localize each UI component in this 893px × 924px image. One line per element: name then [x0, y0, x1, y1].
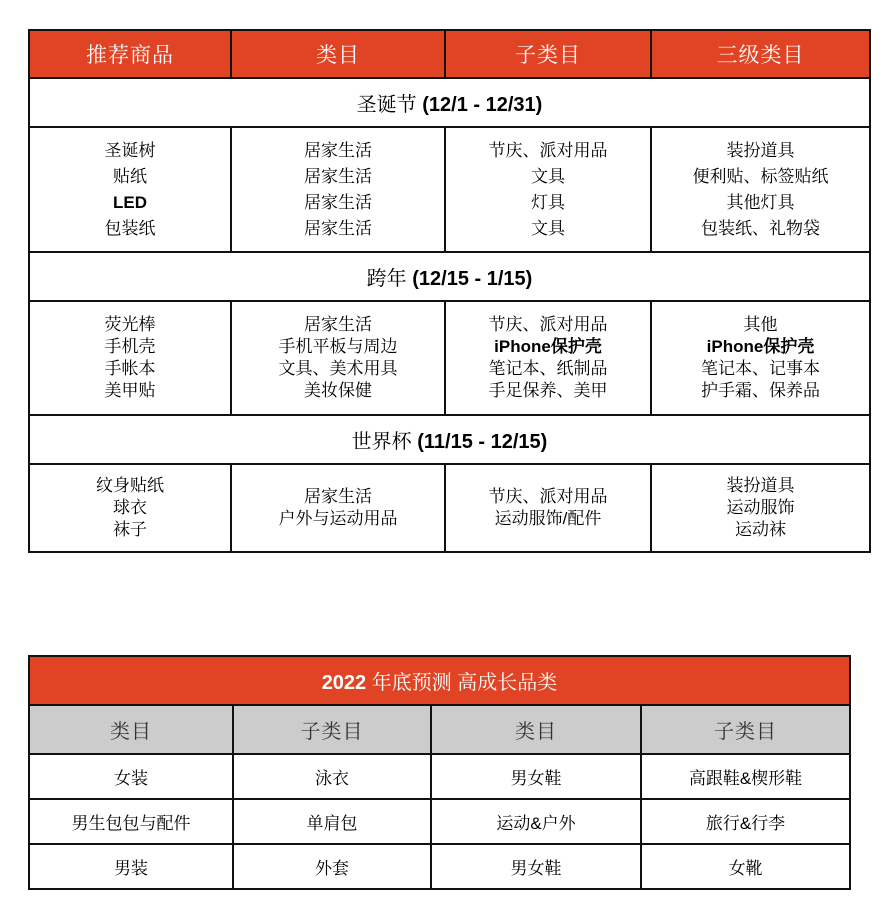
products-cell: 荧光棒 手机壳 手帐本 美甲贴 — [29, 301, 231, 415]
table-row — [29, 799, 850, 844]
header-subcategory: 子类目 — [233, 705, 431, 754]
section-row-world-cup — [29, 415, 870, 464]
category-cell: 女装 — [29, 754, 233, 799]
category-cell: 居家生活 户外与运动用品 — [231, 464, 445, 552]
category-cell: 居家生活 居家生活 居家生活 居家生活 — [231, 127, 445, 252]
table-title: 2022 年底预测 高成长品类 — [29, 656, 850, 705]
category-cell: 男女鞋 — [431, 844, 641, 889]
section-row-christmas — [29, 78, 870, 127]
category-cell: 男女鞋 — [431, 754, 641, 799]
header-tertiary-category: 三级类目 — [651, 30, 870, 78]
table-row — [29, 127, 870, 252]
subcategory-cell: 泳衣 — [233, 754, 431, 799]
table-row — [29, 844, 850, 889]
header-recommended-product: 推荐商品 — [29, 30, 231, 78]
section-title: 世界杯 (11/15 - 12/15) — [29, 415, 870, 464]
subcategory-cell: 节庆、派对用品 运动服饰/配件 — [445, 464, 651, 552]
section-row-new-year — [29, 252, 870, 301]
title-row — [29, 656, 850, 705]
header-category: 类目 — [29, 705, 233, 754]
subcategory-cell: 女靴 — [641, 844, 850, 889]
table-row — [29, 301, 870, 415]
header-subcategory: 子类目 — [641, 705, 850, 754]
products-cell: 圣诞树 贴纸 LED 包装纸 — [29, 127, 231, 252]
category-cell: 居家生活 手机平板与周边 文具、美术用具 美妆保健 — [231, 301, 445, 415]
subcategory-cell: 外套 — [233, 844, 431, 889]
subcategory-cell: 高跟鞋&楔形鞋 — [641, 754, 850, 799]
table-row — [29, 754, 850, 799]
holiday-recommendation-table — [28, 29, 871, 553]
category-cell: 男装 — [29, 844, 233, 889]
table-row — [29, 464, 870, 552]
category-cell: 男生包包与配件 — [29, 799, 233, 844]
subcategory-cell: 单肩包 — [233, 799, 431, 844]
subheader-row — [29, 705, 850, 754]
tertiary-category-cell: 装扮道具 运动服饰 运动袜 — [651, 464, 870, 552]
header-category: 类目 — [231, 30, 445, 78]
header-row — [29, 30, 870, 78]
section-title: 跨年 (12/15 - 1/15) — [29, 252, 870, 301]
subcategory-cell: 旅行&行李 — [641, 799, 850, 844]
header-subcategory: 子类目 — [445, 30, 651, 78]
header-category: 类目 — [431, 705, 641, 754]
tertiary-category-cell: 其他 iPhone保护壳 笔记本、记事本 护手霜、保养品 — [651, 301, 870, 415]
tertiary-category-cell: 装扮道具 便利贴、标签贴纸 其他灯具 包装纸、礼物袋 — [651, 127, 870, 252]
subcategory-cell: 节庆、派对用品 iPhone保护壳 笔记本、纸制品 手足保养、美甲 — [445, 301, 651, 415]
subcategory-cell: 节庆、派对用品 文具 灯具 文具 — [445, 127, 651, 252]
category-cell: 运动&户外 — [431, 799, 641, 844]
products-cell: 纹身贴纸 球衣 袜子 — [29, 464, 231, 552]
section-title: 圣诞节 (12/1 - 12/31) — [29, 78, 870, 127]
high-growth-category-table — [28, 655, 851, 890]
